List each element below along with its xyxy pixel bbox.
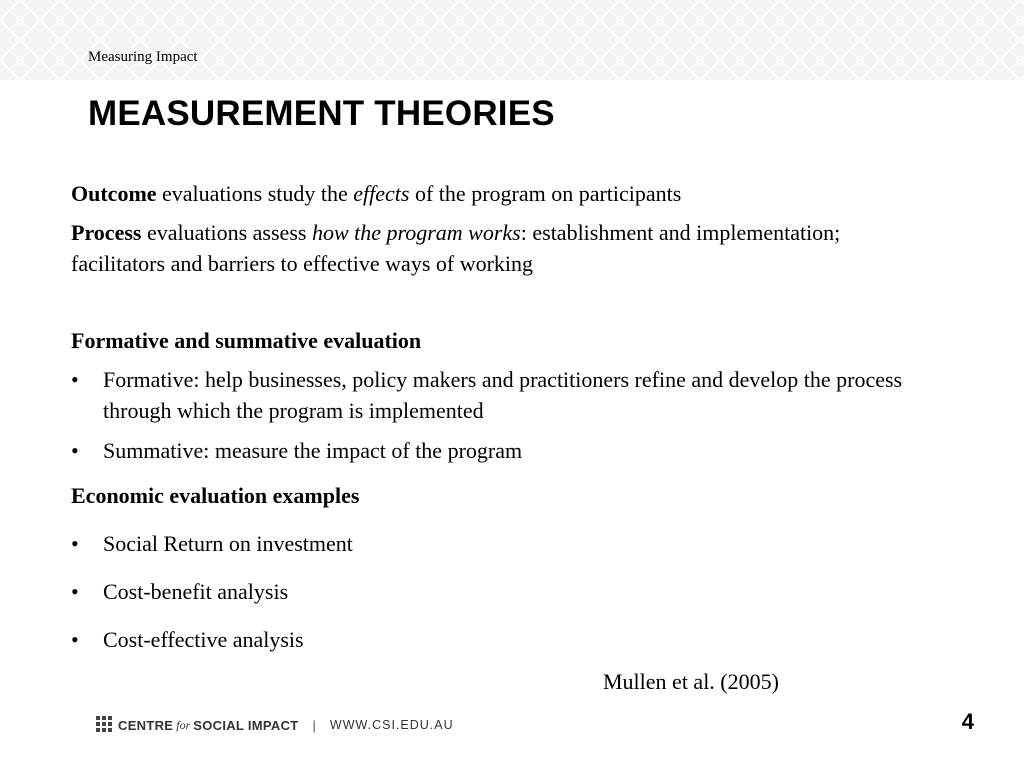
slide-title: MEASUREMENT THEORIES [88,94,555,133]
bullet-dot: • [71,531,79,556]
bullet-text: Cost-benefit analysis [103,579,289,604]
process-emphasis: how the program works [311,220,521,245]
bullet-dot: • [71,579,79,604]
bullet-item [71,364,931,426]
footer-separator: | [312,717,316,733]
outcome-paragraph [71,178,931,209]
outcome-term: Outcome [71,181,157,206]
slide-subtitle: Measuring Impact [88,49,198,65]
page-number: 4 [961,709,974,734]
bullet-item [71,576,931,607]
outcome-text-1: evaluations study the [156,181,354,206]
bullet-dot: • [71,627,79,652]
logo-social-impact-text: SOCIAL IMPACT [193,717,299,733]
bullet-item [71,435,931,466]
header-pattern-band [0,0,1024,80]
logo-centre-text: CENTRE [118,717,174,733]
grid-logo-icon [96,716,112,735]
process-term: Process [71,220,142,245]
logo-for-text: for [176,717,191,732]
outcome-emphasis: effects [353,181,410,206]
bullet-text: Summative: measure the impact of the program [103,438,523,463]
bullet-dot: • [71,438,79,463]
bullet-item [71,624,931,655]
footer-logo [96,715,454,735]
outcome-text-2: of the program on participants [409,181,682,206]
lattice-pattern [0,0,1024,80]
process-text-2: : establishment and implementation; facilitators and barriers to effective ways of working [71,220,841,276]
citation: Mullen et al. (2005) [603,669,779,694]
bullet-item [71,528,931,559]
process-text-1: evaluations assess [141,220,312,245]
footer-url: WWW.CSI.EDU.AU [329,718,454,732]
process-paragraph [71,217,931,279]
bullet-text: Cost-effective analysis [103,627,304,652]
economic-heading: Economic evaluation examples [71,483,360,508]
slide-body [71,178,931,655]
formative-heading: Formative and summative evaluation [71,328,422,353]
bullet-text: Formative: help businesses, policy makers and practitioners refine and develop the process through which the program is implemented [103,367,903,423]
bullet-dot: • [71,367,79,392]
bullet-text: Social Return on investment [103,531,353,556]
